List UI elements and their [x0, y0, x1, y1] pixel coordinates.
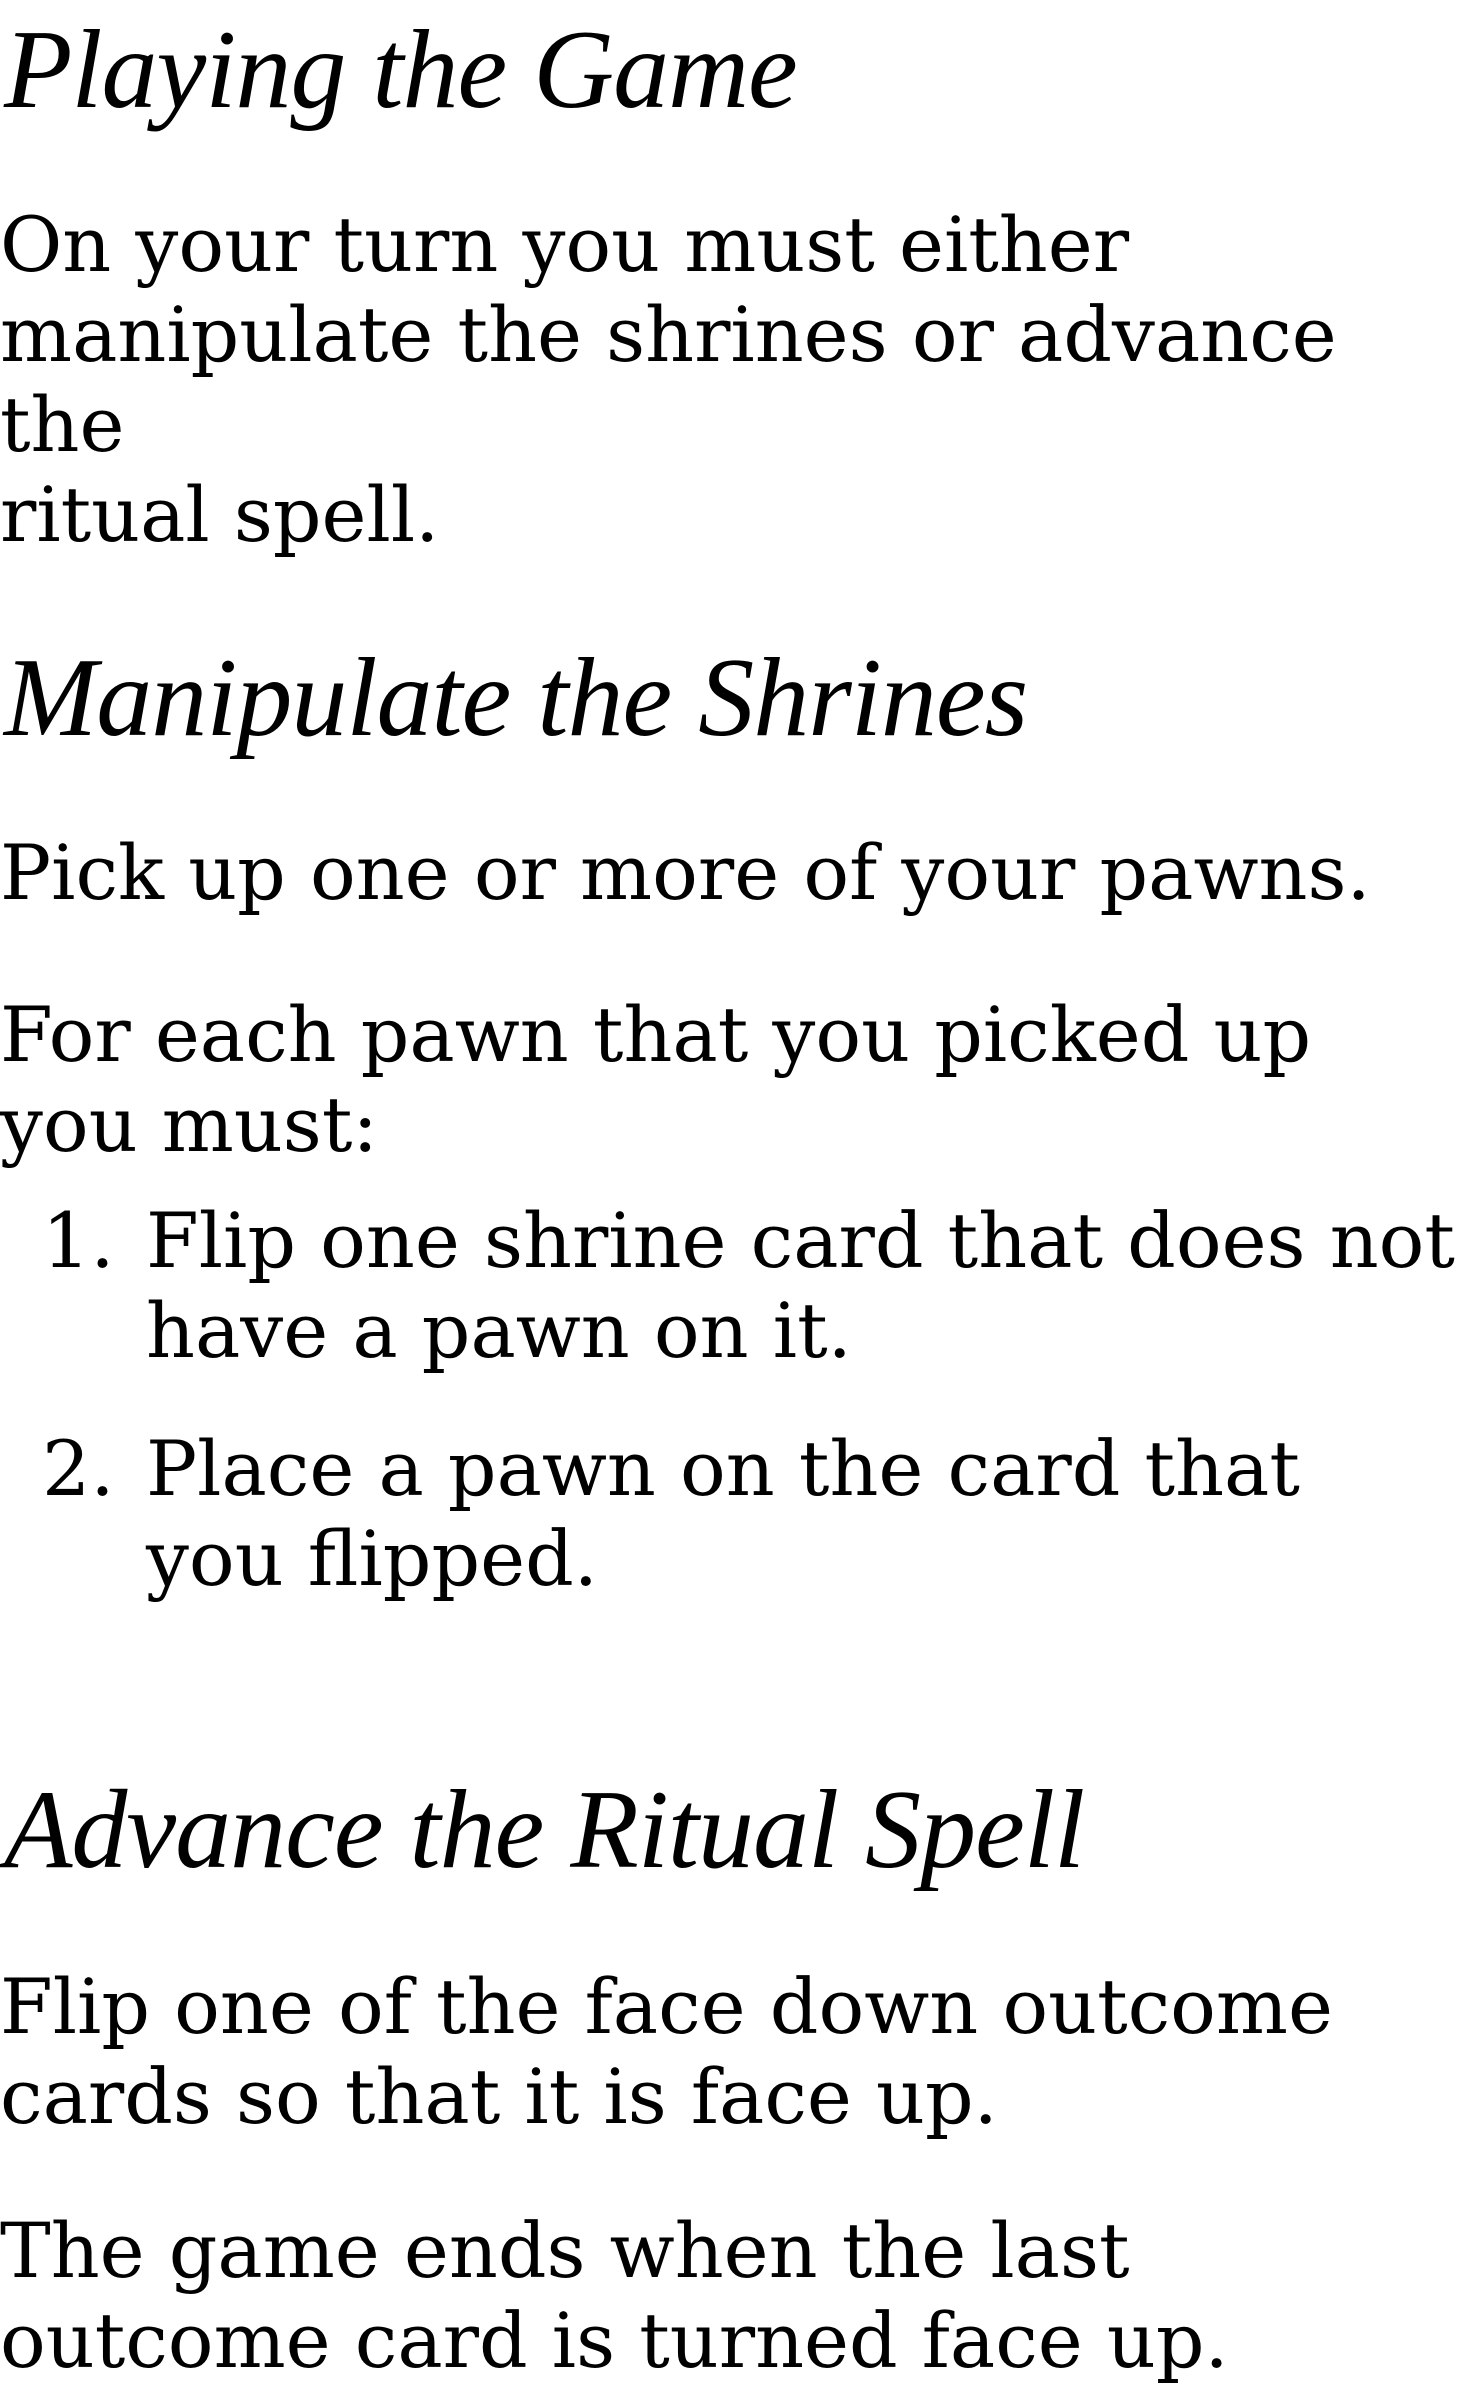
- manipulate-paragraph-pick-up: Pick up one or more of your pawns.: [0, 828, 1371, 917]
- list-item-text: Place a pawn on the card that you flipped.: [146, 1424, 1300, 1603]
- list-item-number: 2.: [42, 1424, 115, 1513]
- heading-playing-the-game: Playing the Game: [4, 8, 797, 132]
- advance-paragraph-flip: Flip one of the face down outcome cards so that it is face up.: [0, 1962, 1333, 2141]
- heading-manipulate-the-shrines: Manipulate the Shrines: [4, 636, 1028, 760]
- heading-advance-the-ritual-spell: Advance the Ritual Spell: [4, 1768, 1085, 1892]
- playing-intro-paragraph: On your turn you must either manipulate the shrines or advance the ritual spell.: [0, 200, 1337, 559]
- list-item-text: Flip one shrine card that does not have a pawn on it.: [146, 1196, 1455, 1375]
- list-item-number: 1.: [42, 1196, 115, 1285]
- manipulate-paragraph-for-each: For each pawn that you picked up you must:: [0, 990, 1312, 1169]
- advance-paragraph-game-ends: The game ends when the last outcome card is turned face up.: [0, 2206, 1229, 2385]
